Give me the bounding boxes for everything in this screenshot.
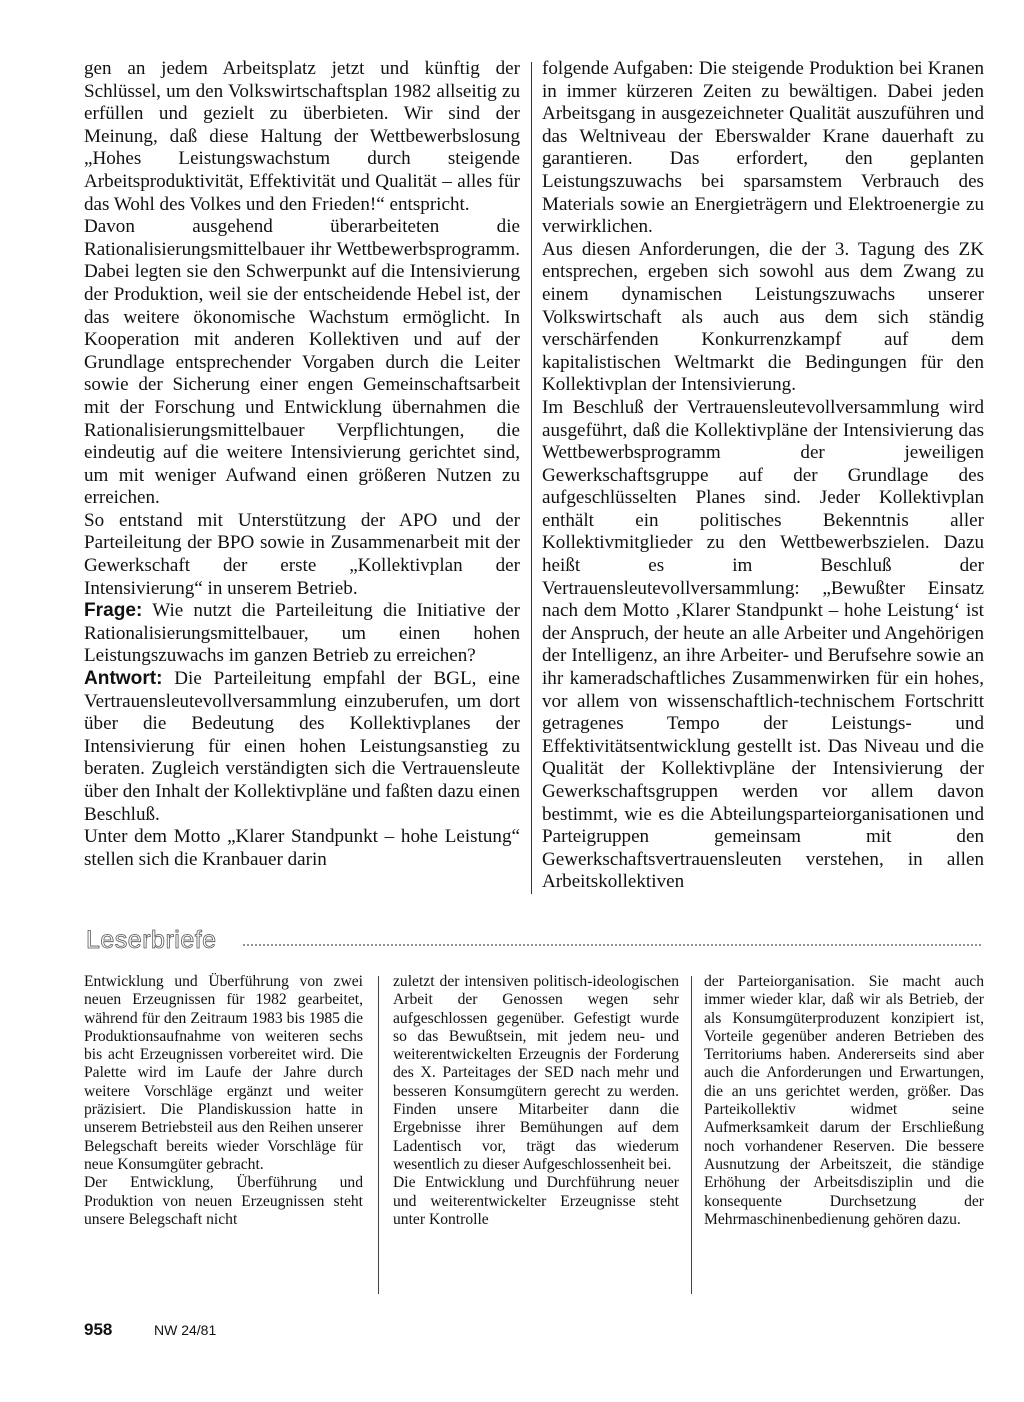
paragraph-text: zuletzt der intensiven politisch-ideologischen Arbeit der Genossen wegen sehr aufgeschlossen gegenüber. Gefestigt wurde so das Bewußtsein, mit jedem neu- und weiterentwickelten Erzeugnis der Forderung des X. Parteitages der SED nach mehr und besseren Konsumgütern gerecht zu werden. Finden unsere Mitarbeiter dann die Ergebnisse ihrer Bemühungen auf dem Ladentisch vor, trägt das wiederum wesentlich zu dieser Aufgeschlossenheit bei. <box>393 973 679 1173</box>
paragraph-text: So entstand mit Unterstützung der APO und der Parteileitung der BPO sowie in Zusammenarbeit mit der Gewerkschaft der erste „Kollektivplan der Intensivierung“ in unserem Betrieb. <box>84 509 520 599</box>
paragraph-text: folgende Aufgaben: Die steigende Produktion bei Kranen in immer kürzeren Zeiten zu bewältigen. Dabei jeden Arbeitsgang in ausgezeichneter Qualität auszuführen und das Weltniveau der Eberswalder Krane dauerhaft zu garantieren. Das erfordert, den geplanten Leistungszuwachs bei sparsamstem Verbrauch des Materials sowie an Energieträgern und Elektroenergie zu verwirklichen. <box>542 58 984 238</box>
paragraph-lead: Frage: <box>84 600 143 622</box>
paragraph-text: der Parteiorganisation. Sie macht auch immer wieder klar, daß wir als Betrieb, der als Konsumgüterproduzent konzipiert ist, Vorteile gegenüber anderen Betrieben des Territoriums haben. Andererseits sind aber auch die Anforderungen und Erwartungen, die an uns gerichtet werden, größer. Das Parteikollektiv widmet seine Aufmerksamkeit darum der Erschließung noch vorhandener Reserven. Die bessere Ausnutzung der Arbeitszeit, die ständige Erhöhung der Arbeitsdisziplin und die konsequente Durchsetzung der Mehrmaschinenbedienung gehören dazu. <box>704 973 984 1228</box>
paragraph-text: Unter dem Motto „Klarer Standpunkt – hohe Leistung“ stellen sich die Kranbauer darin <box>84 826 520 870</box>
paragraph <box>542 239 984 397</box>
lower-column-2 <box>393 973 679 1229</box>
paragraph-text: Im Beschluß der Vertrauensleutevollversammlung wird ausgeführt, daß die Kollektivpläne der Intensivierung das Wettbewerbsprogramm der jeweiligen Gewerkschaftsgruppe auf der Grundlage des aufgeschlüsselten Planes sind. Jeder Kollektivplan enthält ein politisches Bekenntnis aller Kollektivmitglieder zu den Wettbewerbszielen. Dazu heißt es im Beschluß der Vertrauensleutevollversammlung: „Bewußter Einsatz nach dem Motto ‚Klarer Standpunkt – hohe Leistung‘ ist der Anspruch, der heute an alle Arbeiter und Angehörigen der Intelligenz, an ihre Arbeiter- und Berufsehre sowie an ihr kameradschaftliches Zusammenwirken für ein hohes, vor allem von wissenschaftlich-technischem Fortschritt getragenes Tempo der Leistungs- und Effektivitätsentwicklung gestellt ist. Das Niveau und die Qualität der Kollektivpläne der Intensivierung der Gewerkschaftsgruppen werden vor allem davon bestimmt, wie es die Abteilungsparteiorganisationen und Parteigruppen gemeinsam mit den Gewerkschaftsvertrauensleuten verstehen, in allen Arbeitskollektiven <box>542 396 984 893</box>
page-number: 958 <box>84 1320 113 1339</box>
lower-column-1 <box>84 973 363 1229</box>
paragraph-text: Die Parteileitung empfahl der BGL, eine Vertrauensleutevollversammlung einzuberufen, um dort über die Bedeutung des Kollektivplanes der Intensivierung für einen hohen Leistungsanstieg zu beraten. Zugleich verständigten sich die Vertrauensleute über den Inhalt der Kollektivpläne und faßten dazu einen Beschluß. <box>84 668 520 825</box>
paragraph <box>393 973 679 1174</box>
section-dotted-rule <box>242 943 982 947</box>
paragraph <box>84 973 363 1174</box>
lower-divider-2 <box>691 976 692 1294</box>
paragraph <box>84 510 520 600</box>
paragraph <box>84 826 520 871</box>
paragraph <box>84 216 520 510</box>
lower-column-3 <box>704 973 984 1229</box>
issue-label: NW 24/81 <box>154 1322 217 1338</box>
paragraph <box>542 58 984 239</box>
paragraph-text: Entwicklung und Überführung von zwei neuen Erzeugnissen für 1982 gearbeitet, während für den Zeitraum 1983 bis 1985 die Produktionsaufnahme von weiteren sechs bis acht Erzeugnissen vorbereitet wird. Die Palette wird im Laufe der Jahre durch weitere Vorschläge ergänzt und weiter präzisiert. Die Plandiskussion hatte in unserem Betriebsteil aus den Reihen unserer Belegschaft bereits wieder Vorschläge für neue Konsumgüter gebracht. <box>84 973 363 1173</box>
paragraph <box>542 397 984 894</box>
paragraph-lead: Antwort: <box>84 668 163 690</box>
paragraph-text: Die Entwicklung und Durchführung neuer und weiterentwickelter Erzeugnisse steht unter Kontrolle <box>393 1174 679 1228</box>
paragraph-text: Wie nutzt die Parteileitung die Initiative der Rationalisierungsmittelbauer, um einen hohen Leistungszuwachs im ganzen Betrieb zu erreichen? <box>84 600 520 667</box>
paragraph <box>84 600 520 668</box>
paragraph <box>84 1174 363 1229</box>
paragraph-text: gen an jedem Arbeitsplatz jetzt und künftig der Schlüssel, um den Volkswirtschaftsplan 1982 allseitig zu erfüllen und gezielt zu überbieten. Wir sind der Meinung, daß diese Haltung der Wettbewerbslosung „Hohes Leistungswachstum durch steigende Arbeitsproduktivität, Effektivität und Qualität – alles für das Wohl des Volkes und den Frieden!“ entspricht. <box>84 58 520 215</box>
section-title: Leserbriefe <box>86 926 217 954</box>
paragraph <box>84 58 520 216</box>
upper-left-column <box>84 58 520 871</box>
paragraph <box>393 1174 679 1229</box>
paragraph-text: Der Entwicklung, Überführung und Produktion von neuen Erzeugnissen steht unsere Belegschaft nicht <box>84 1174 363 1228</box>
paragraph <box>704 973 984 1229</box>
column-divider <box>531 62 532 894</box>
paragraph-text: Aus diesen Anforderungen, die der 3. Tagung des ZK entsprechen, ergeben sich sowohl aus dem Zwang zu einem dynamischen Leistungszuwachs unserer Volkswirtschaft als auch aus dem sich ständig verschärfenden Konkurrenzkampf auf dem kapitalistischen Weltmarkt die Bedingungen für den Kollektivplan der Intensivierung. <box>542 238 984 396</box>
paragraph-text: Davon ausgehend überarbeiteten die Rationalisierungsmittelbauer ihr Wettbewerbsprogramm. Dabei legten sie den Schwerpunkt auf die Intensivierung der Produktion, weil sie der entscheidende Hebel ist, der das weitere ökonomische Wachstum ermöglicht. In Kooperation mit anderen Kollektiven und auf der Grundlage entsprechender Vorgaben durch die Leiter sowie der Sicherung einer engen Gemeinschaftsarbeit mit der Forschung und Entwicklung übernahmen die Rationalisierungsmittelbauer Verpflichtungen, die eindeutig auf die weitere Intensivierung gerichtet sind, um mit weniger Aufwand einen größeren Nutzen zu erreichen. <box>84 216 520 509</box>
lower-divider-1 <box>378 976 379 1294</box>
paragraph <box>84 668 520 826</box>
upper-right-column <box>542 58 984 894</box>
